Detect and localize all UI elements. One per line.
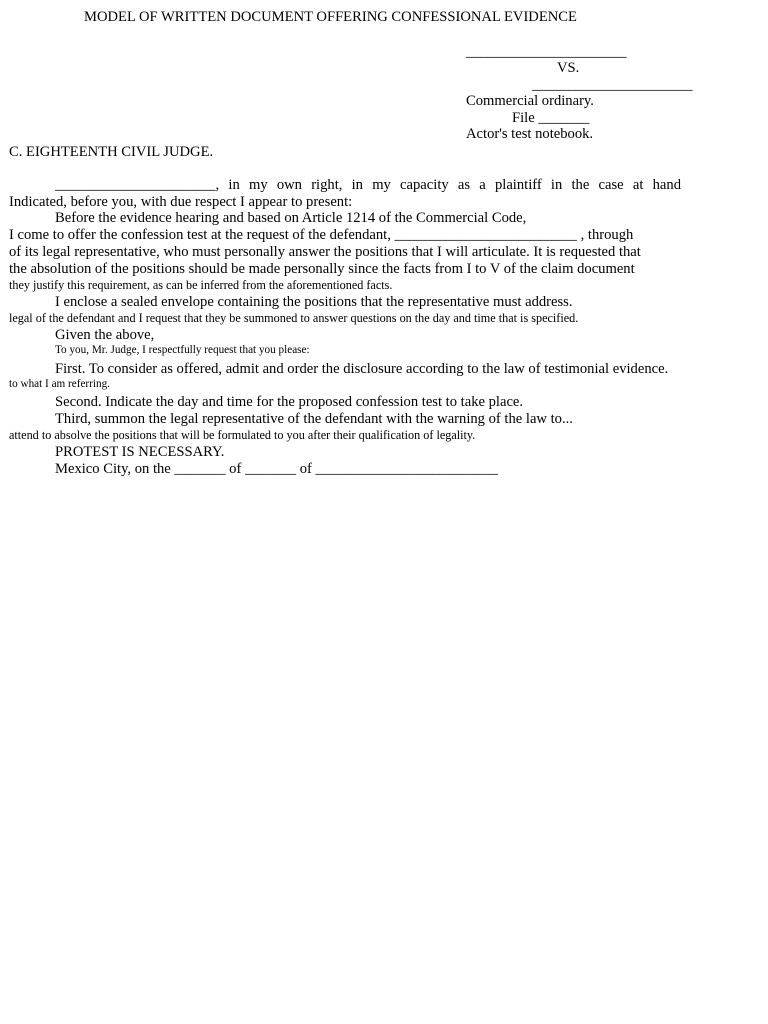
notebook-label: Actor's test notebook. bbox=[466, 126, 594, 142]
body-line-10: Given the above, bbox=[55, 327, 155, 343]
body-line-4: I come to offer the confession test at the request of the defendant, _________________________ , through bbox=[9, 227, 634, 243]
place-and-date-line: Mexico City, on the _______ of _______ of _________________________ bbox=[55, 461, 498, 477]
party-one-blank: ______________________ bbox=[466, 44, 627, 60]
body-line-6: the absolution of the positions should be made personally since the facts from I to V of the claim document bbox=[9, 261, 635, 277]
body-line-7: they justify this requirement, as can be inferred from the aforementioned facts. bbox=[9, 278, 393, 292]
body-line-11: To you, Mr. Judge, I respectfully request that you please: bbox=[55, 344, 310, 356]
party-two-blank: ______________________ bbox=[532, 77, 693, 93]
body-line-13: to what I am referring. bbox=[9, 378, 110, 390]
proceeding-type: Commercial ordinary. bbox=[466, 93, 594, 109]
body-line-16: attend to absolve the positions that will be formulated to you after their qualification of legality. bbox=[9, 428, 476, 442]
file-number: File _______ bbox=[512, 110, 590, 126]
body-line-12: First. To consider as offered, admit and order the disclosure according to the law of testimonial evidence. bbox=[55, 361, 669, 377]
body-line-2: Indicated, before you, with due respect I appear to present: bbox=[9, 194, 353, 210]
body-line-8: I enclose a sealed envelope containing the positions that the representative must address. bbox=[55, 294, 573, 310]
body-line-5: of its legal representative, who must personally answer the positions that I will articulate. It is requested that bbox=[9, 244, 641, 260]
addressee: C. EIGHTEENTH CIVIL JUDGE. bbox=[9, 144, 214, 160]
body-line-3: Before the evidence hearing and based on Article 1214 of the Commercial Code, bbox=[55, 210, 527, 226]
closing-protest: PROTEST IS NECESSARY. bbox=[55, 444, 225, 460]
document-title: MODEL OF WRITTEN DOCUMENT OFFERING CONFESSIONAL EVIDENCE bbox=[84, 9, 577, 25]
versus-label: VS. bbox=[557, 60, 580, 76]
body-line-14: Second. Indicate the day and time for the proposed confession test to take place. bbox=[55, 394, 524, 410]
body-line-9: legal of the defendant and I request that they be summoned to answer questions on the day and time that is specified. bbox=[9, 311, 579, 325]
body-line-1: ______________________, in my own right, in my capacity as a plaintiff in the case at hand bbox=[55, 177, 681, 193]
body-line-15: Third, summon the legal representative of the defendant with the warning of the law to... bbox=[55, 411, 573, 427]
